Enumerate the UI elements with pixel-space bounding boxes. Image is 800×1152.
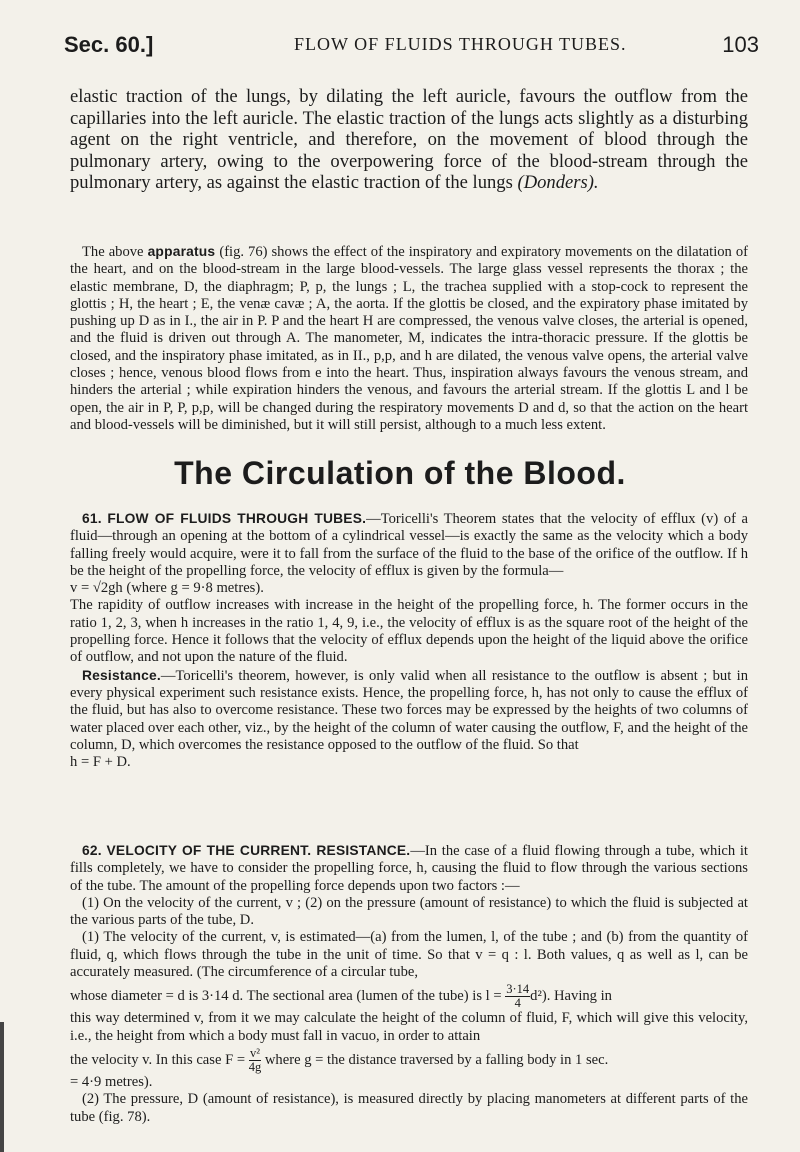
- intro-text: elastic traction of the lungs, by dilating the left auricle, favours the outflow from the capillaries into the left auricle. The elastic traction of the lungs acts slightly as a disturbing agent on the right ventricle, and therefore, on the movement of blood through the pulmonary artery, owing to the overpowering force of the blood-stream through the pulmonary artery, as against the elastic traction of the lungs: [70, 86, 748, 194]
- area-fraction-num: 3·14: [506, 982, 530, 997]
- section-title: The Circulation of the Blood.: [174, 455, 626, 491]
- para61-text2: The rapidity of outflow increases with increase in the height of the propelling force, h. The former occurs in the ratio 1, 2, 3, when h increases in the ratio 1, 4, 9, i.e., the velocity of efflux is as the square root of the height of the propelling force. Hence it follows that the velocity of efflux depends upon the height of the liquid above the orifice of outflow, and not upon the nature of the fluid.: [70, 597, 748, 666]
- area-fraction-den: 4: [514, 996, 521, 1011]
- page-number: 103: [722, 32, 759, 57]
- para61-formula: v = √2gh (where g = 9·8 metres).: [70, 580, 264, 597]
- para62-area-line: [70, 983, 748, 1010]
- resistance-text: —Toricelli's theorem, however, is only valid when all resistance to the outflow is absent ; but in every physical experiment such resistance exists. Hence, the propelling force, h, has not only to cause the efflux of the fluid, but has also to overcome resistance. These two forces may be expressed by the heights of two columns of water placed over each other, viz., by the height of the column of water causing the outflow, F, and the height of the column, D, which overcomes the resistance opposed to the outflow of the fluid. So that: [70, 667, 748, 753]
- page-edge-shadow: [0, 1022, 4, 1152]
- resistance-heading: Resistance.: [82, 667, 161, 683]
- intro-paragraph: [70, 86, 748, 194]
- para62-velocity-1e: = 4·9 metres).: [70, 1073, 153, 1090]
- area-text-start: whose diameter = d is 3·14 d. The sectional area (lumen of the tube) is l =: [70, 988, 502, 1005]
- para62-factors: (1) On the velocity of the current, v ; (2) on the pressure (amount of resistance) to which the fluid is subjected at the various parts of the tube, D.: [70, 894, 748, 929]
- para62-pressure: (2) The pressure, D (amount of resistance), is measured directly by placing manometers at different parts of the tube (fig. 78).: [70, 1091, 748, 1125]
- F-text-end: where g = the distance traversed by a falling body in 1 sec.: [264, 1051, 609, 1068]
- F-fraction-num: v²: [249, 1045, 260, 1060]
- para62-velocity-1: (1) The velocity of the current, v, is estimated—(a) from the lumen, l, of the tube ; and (b) from the quantity of fluid, q, which flows through the tube in the unit of time. So that v = q : l. Both values, q as well as l, can be accurately measured. (The circumference of a circular tube,: [70, 929, 748, 981]
- para61-text: —Toricelli's Theorem states that the velocity of efflux (v) of a fluid—through an opening at the bottom of a cylindrical vessel—is exactly the same as the velocity which a body falling freely would acquire, were it to fall from the surface of the fluid to the base of the orifice of the outflow. If h be the height of the propelling force, the velocity of efflux is given by the formula—: [70, 511, 748, 579]
- para62-number: 62.: [82, 843, 102, 858]
- para62-F-line: [70, 1047, 748, 1074]
- F-fraction: [249, 1047, 262, 1074]
- header-title: FLOW OF FLUIDS THROUGH TUBES.: [294, 34, 627, 54]
- para61-formula2: h = F + D.: [70, 754, 131, 771]
- intro-citation: (Donders).: [517, 172, 599, 194]
- apparatus-lead: The above: [82, 244, 144, 260]
- header-section: Sec. 60.]: [64, 32, 154, 57]
- area-fraction: [505, 983, 530, 1010]
- running-header: [64, 32, 759, 68]
- F-text-start: the velocity v. In this case F =: [70, 1051, 246, 1068]
- para62-heading: VELOCITY OF THE CURRENT. RESISTANCE.: [106, 843, 411, 858]
- apparatus-paragraph: [70, 243, 748, 434]
- para61-heading: FLOW OF FLUIDS THROUGH TUBES.: [107, 511, 367, 526]
- area-text-end: d²). Having in: [530, 988, 612, 1005]
- apparatus-text: (fig. 76) shows the effect of the inspiratory and expiratory movements on the dilatation of the heart, and on the blood-stream in the large blood-vessels. The large glass vessel represents the thorax ; the elastic membrane, D, the diaphragm; P, p, the lungs ; L, the trachea supplied with a stop-cock to represent the glottis ; H, the heart ; E, the venæ cavæ ; A, the aorta. If the glottis be closed, and the expiratory phase imitated by pushing up D as in I., the air in P. P and the heart H are compressed, the venous valve closes, the arterial is opened, and the fluid is driven out through A. The manometer, M, indicates the intra-thoracic pressure. If the glottis be closed, and the inspiratory phase imitated, as in II., p,p, and h are dilated, the venous valve opens, the arterial valve closes ; hence, venous blood flows from e into the heart. Thus, inspiration always favours the venous stream, and hinders the arterial ; while expiration hinders the venous, and favours the arterial stream. If the glottis L and l be open, the air in P, P, p,p, will be changed during the respiratory movements D and d, so that the action on the heart and blood-vessels will be diminished, but it will still persist, although to a much less extent.: [70, 244, 749, 433]
- paragraph-62: [70, 842, 748, 1126]
- para62-velocity-1c: this way determined v, from it we may calculate the height of the column of fluid, F, which will give this velocity, i.e., the height from which a body must fall in vacuo, in order to attain: [70, 1010, 748, 1044]
- apparatus-term: apparatus: [147, 244, 216, 259]
- para61-number: 61.: [82, 511, 102, 526]
- para62-text: —In the case of a fluid flowing through a tube, which it fills completely, we have to consider the propelling force, h, causing the fluid to flow through the various sections of the tube. The amount of the propelling force depends upon two factors :—: [70, 843, 748, 894]
- F-fraction-den: 4g: [248, 1059, 262, 1074]
- paragraph-61: [70, 510, 748, 771]
